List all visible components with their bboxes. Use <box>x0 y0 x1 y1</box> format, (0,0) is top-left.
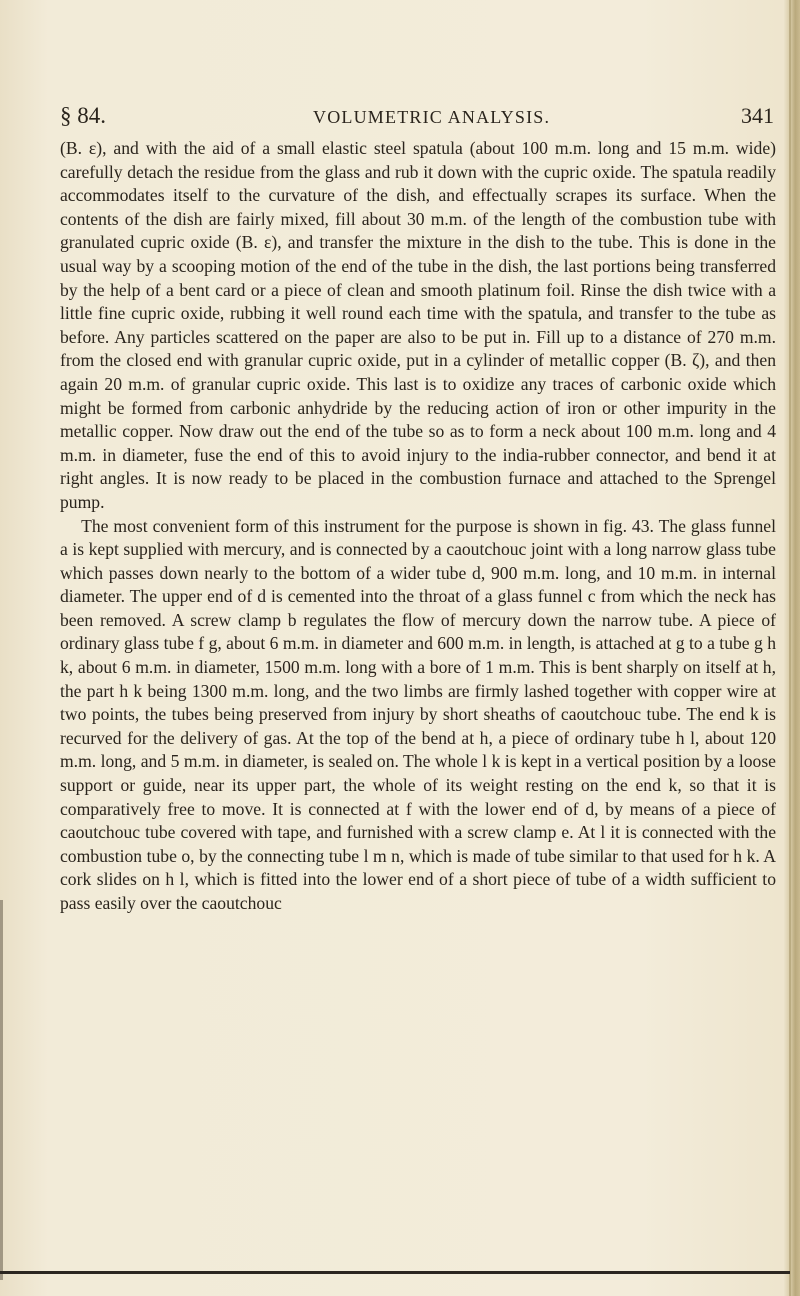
running-title: VOLUMETRIC ANALYSIS. <box>313 107 551 127</box>
page-number: 341 <box>741 103 774 128</box>
body-text <box>60 137 776 916</box>
page-edge <box>784 0 800 1296</box>
page-edge-line <box>789 0 791 1296</box>
page-bottom-border <box>0 1271 790 1274</box>
paragraph-1: (B. ε), and with the aid of a small elastic steel spatula (about 100 m.m. long and 15 m.m. wide) carefully detach the residue from the glass and rub it down with the cupric oxide. The spatula readily accommodates itself to the curvature of the dish, and effectually scrapes its surface. When the contents of the dish are fairly mixed, fill about 30 m.m. of the length of the combustion tube with granulated cupric oxide (B. ε), and transfer the mixture in the dish to the tube. This is done in the usual way by a scooping motion of the end of the tube in the dish, the last portions being transferred by the help of a bent card or a piece of clean and smooth platinum foil. Rinse the dish twice with a little fine cupric oxide, rubbing it well round each time with the spatula, and transfer to the tube as before. Any particles scattered on the paper are also to be put in. Fill up to a distance of 270 m.m. from the closed end with granular cupric oxide, put in a cylinder of metallic copper (B. ζ), and then again 20 m.m. of granular cupric oxide. This last is to oxidize any traces of carbonic oxide which might be formed from carbonic anhydride by the reducing action of iron or other impurity in the metallic copper. Now draw out the end of the tube so as to form a neck about 100 m.m. long and 4 m.m. in diameter, fuse the end of this to avoid injury to the india-rubber connector, and bend it at right angles. It is now ready to be placed in the combustion furnace and attached to the Sprengel pump. <box>60 138 776 512</box>
page-gutter-shadow <box>0 900 3 1280</box>
running-header <box>60 103 774 131</box>
paragraph-2: The most convenient form of this instrument for the purpose is shown in fig. 43. The glass funnel a is kept supplied with mercury, and is connected by a caoutchouc joint with a long narrow glass tube which passes down nearly to the bottom of a wider tube d, 900 m.m. long, and 10 m.m. in internal diameter. The upper end of d is cemented into the throat of a glass funnel c from which the neck has been removed. A screw clamp b regulates the flow of mercury down the narrow tube. A piece of ordinary glass tube f g, about 6 m.m. in diameter and 600 m.m. in length, is attached at g to a tube g h k, about 6 m.m. in diameter, 1500 m.m. long with a bore of 1 m.m. This is bent sharply on itself at h, the part h k being 1300 m.m. long, and the two limbs are firmly lashed together with copper wire at two points, the tubes being preserved from injury by short sheaths of caoutchouc tube. The end k is recurved for the delivery of gas. At the top of the bend at h, a piece of ordinary tube h l, about 120 m.m. long, and 5 m.m. in diameter, is sealed on. The whole l k is kept in a vertical position by a loose support or guide, near its upper part, the whole of its weight resting on the end k, so that it is comparatively free to move. It is connected at f with the lower end of d, by means of a piece of caoutchouc tube covered with tape, and furnished with a screw clamp e. At l it is connected with the combustion tube o, by the connecting tube l m n, which is made of tube similar to that used for h k. A cork slides on h l, which is fitted into the lower end of a short piece of tube of a width sufficient to pass easily over the caoutchouc <box>60 515 776 913</box>
section-number: § 84. <box>60 103 106 128</box>
